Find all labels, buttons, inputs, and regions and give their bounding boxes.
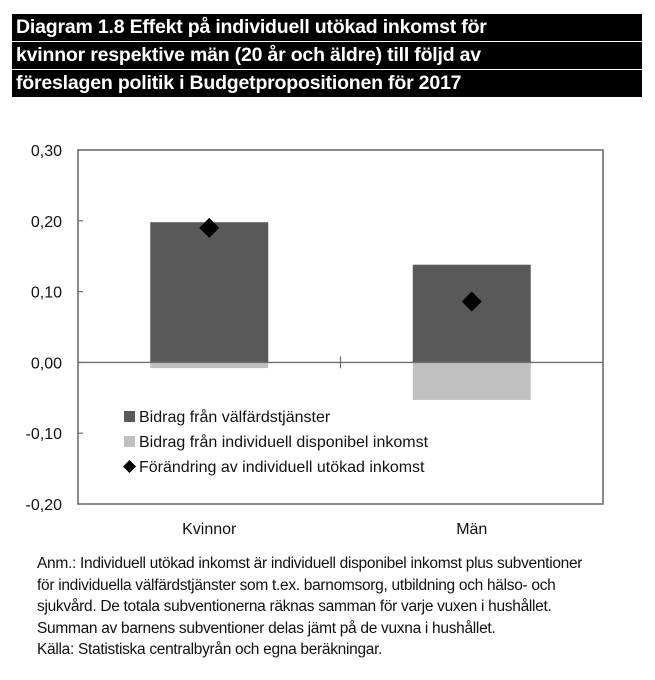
y-tick-label: 0,00 xyxy=(30,355,62,373)
y-tick-label: -0,10 xyxy=(25,426,62,444)
y-tick-label: -0,20 xyxy=(25,497,62,514)
x-tick-label: Män xyxy=(456,521,488,538)
bar-disposable-kvinnor xyxy=(150,362,268,368)
title-line-3: föreslagen politik i Budgetpropositionen för 2017 xyxy=(12,70,642,97)
bar-disposable-män xyxy=(413,362,531,400)
legend-label: Bidrag från välfärdstjänster xyxy=(139,409,331,426)
title-line-1: Diagram 1.8 Effekt på individuell utökad inkomst för xyxy=(12,14,642,41)
y-tick-label: 0,30 xyxy=(30,143,62,160)
note-line: för individuella välfärdstjänster som t.ex. barnomsorg, utbildning och hälso- och xyxy=(37,576,556,594)
y-tick-label: 0,20 xyxy=(30,213,62,231)
chart-title xyxy=(12,14,642,98)
legend-swatch-disposable xyxy=(124,436,135,447)
bar-welfare-män xyxy=(413,265,531,363)
x-tick-label: Kvinnor xyxy=(182,521,237,538)
note-line: Summan av barnens subventioner delas jämt på de vuxna i hushållet. xyxy=(37,619,496,637)
legend-label: Bidrag från individuell disponibel inkomst xyxy=(139,434,429,451)
source-line: Källa: Statistiska centralbyrån och egna beräkningar. xyxy=(37,641,383,658)
title-line-2: kvinnor respektive män (20 år och äldre) till följd av xyxy=(12,42,642,69)
y-tick-label: 0,10 xyxy=(30,284,62,302)
chart-notes xyxy=(37,553,647,661)
note-line: sjukvård. De totala subventionerna räknas samman för varje vuxen i hushållet. xyxy=(37,598,552,615)
chart-area xyxy=(0,130,655,540)
bar-welfare-kvinnor xyxy=(150,222,268,362)
note-line: Anm.: Individuell utökad inkomst är individuell disponibel inkomst plus subventioner xyxy=(37,555,583,572)
legend-swatch-welfare xyxy=(124,411,135,422)
legend-diamond-icon xyxy=(123,460,136,473)
legend-label: Förändring av individuell utökad inkomst xyxy=(139,459,425,476)
